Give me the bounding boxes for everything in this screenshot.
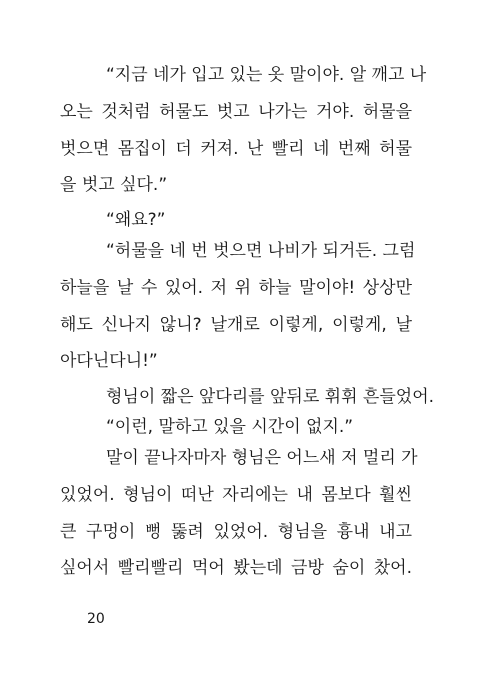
- text-line: “지금 네가 입고 있는 옷 말이야. 알 깨고 나: [106, 65, 427, 85]
- page-number: 20: [87, 611, 105, 627]
- text-line: “이런, 말하고 있을 시간이 없지.”: [106, 417, 354, 437]
- text-line: 해도 신나지 않니? 날개로 이렇게, 이렇게, 날: [60, 315, 412, 335]
- text-line: 아다닌다니!”: [60, 351, 158, 371]
- text-line: 형님이 짧은 앞다리를 앞뒤로 휘휘 흔들었어.: [106, 387, 435, 407]
- text-line: 말이 끝나자마자 형님은 어느새 저 멀리 가: [106, 448, 418, 468]
- text-line: 오는 것처럼 허물도 벗고 나가는 거야. 허물을: [60, 102, 412, 122]
- text-line: “왜요?”: [106, 210, 166, 230]
- text-line: 큰 구멍이 뻥 뚫려 있었어. 형님을 흉내 내고: [60, 522, 412, 542]
- text-line: 을 벗고 싶다.”: [60, 175, 168, 195]
- text-line: 있었어. 형님이 떠난 자리에는 내 몸보다 훨씬: [60, 485, 412, 505]
- text-line: 싶어서 빨리빨리 먹어 봤는데 금방 숨이 찼어.: [60, 558, 412, 578]
- text-line: 하늘을 날 수 있어. 저 위 하늘 말이야! 상상만: [60, 278, 412, 298]
- text-line: “허물을 네 번 벗으면 나비가 되거든. 그럼: [106, 241, 416, 261]
- text-line: 벗으면 몸집이 더 커져. 난 빨리 네 번째 허물: [60, 139, 412, 159]
